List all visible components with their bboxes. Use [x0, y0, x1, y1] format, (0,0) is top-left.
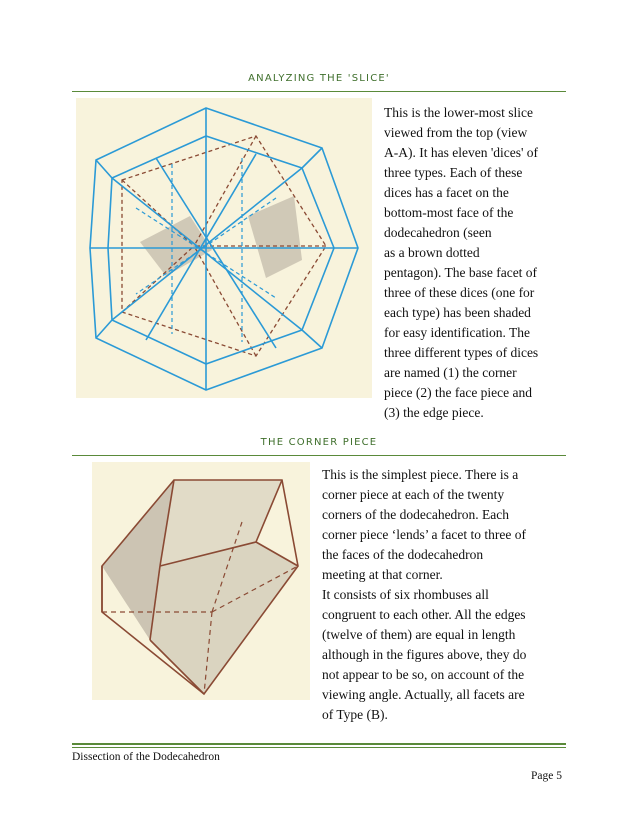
text-line: dodecahedron (seen	[384, 225, 492, 240]
section-heading-corner-piece: THE CORNER PIECE	[260, 437, 378, 448]
text-line: three different types of dices	[384, 345, 539, 360]
text-line: as a brown dotted	[384, 245, 480, 260]
text-line: This is the simplest piece. There is a	[322, 467, 519, 482]
text-line: three types. Each of these	[384, 165, 523, 180]
text-line: not appear to be so, on account of the	[322, 667, 525, 682]
text-line: (3) the edge piece.	[384, 405, 484, 420]
text-line: (twelve of them) are equal in length	[322, 627, 516, 642]
page-number: Page 5	[531, 770, 562, 782]
section-heading-slice: ANALYZING THE 'SLICE'	[248, 73, 390, 84]
document-title: Dissection of the Dodecahedron	[72, 751, 220, 763]
text-line: This is the lower-most slice	[384, 105, 533, 120]
footer-divider	[72, 743, 566, 745]
corner-piece-figure	[92, 462, 310, 700]
corner-piece-description	[322, 465, 526, 725]
text-line: meeting at that corner.	[322, 567, 443, 582]
text-line: congruent to each other. All the edges	[322, 607, 526, 622]
text-line: the faces of the dodecahedron	[322, 547, 484, 562]
text-line: viewed from the top (view	[384, 125, 528, 140]
text-line: corners of the dodecahedron. Each	[322, 507, 510, 522]
text-line: A-A). It has eleven 'dices' of	[384, 145, 539, 160]
text-line: dices has a facet on the	[384, 185, 509, 200]
text-line: three of these dices (one for	[384, 285, 535, 300]
text-line: viewing angle. Actually, all facets are	[322, 687, 525, 702]
text-line: although in the figures above, they do	[322, 647, 527, 662]
text-line: pentagon). The base facet of	[384, 265, 538, 280]
text-line: for easy identification. The	[384, 325, 530, 340]
text-line: It consists of six rhombuses all	[322, 587, 489, 602]
text-line: of Type (B).	[322, 707, 388, 722]
section-divider	[72, 91, 566, 92]
footer-divider-thin	[72, 747, 566, 748]
text-line: piece (2) the face piece and	[384, 385, 533, 400]
section-divider	[72, 455, 566, 456]
text-line: are named (1) the corner	[384, 365, 517, 380]
text-line: bottom-most face of the	[384, 205, 514, 220]
text-line: corner piece at each of the twenty	[322, 487, 505, 502]
slice-figure	[76, 98, 372, 398]
slice-description	[384, 103, 538, 423]
text-line: corner piece ‘lends’ a facet to three of	[322, 527, 527, 542]
text-line: each type) has been shaded	[384, 305, 531, 320]
